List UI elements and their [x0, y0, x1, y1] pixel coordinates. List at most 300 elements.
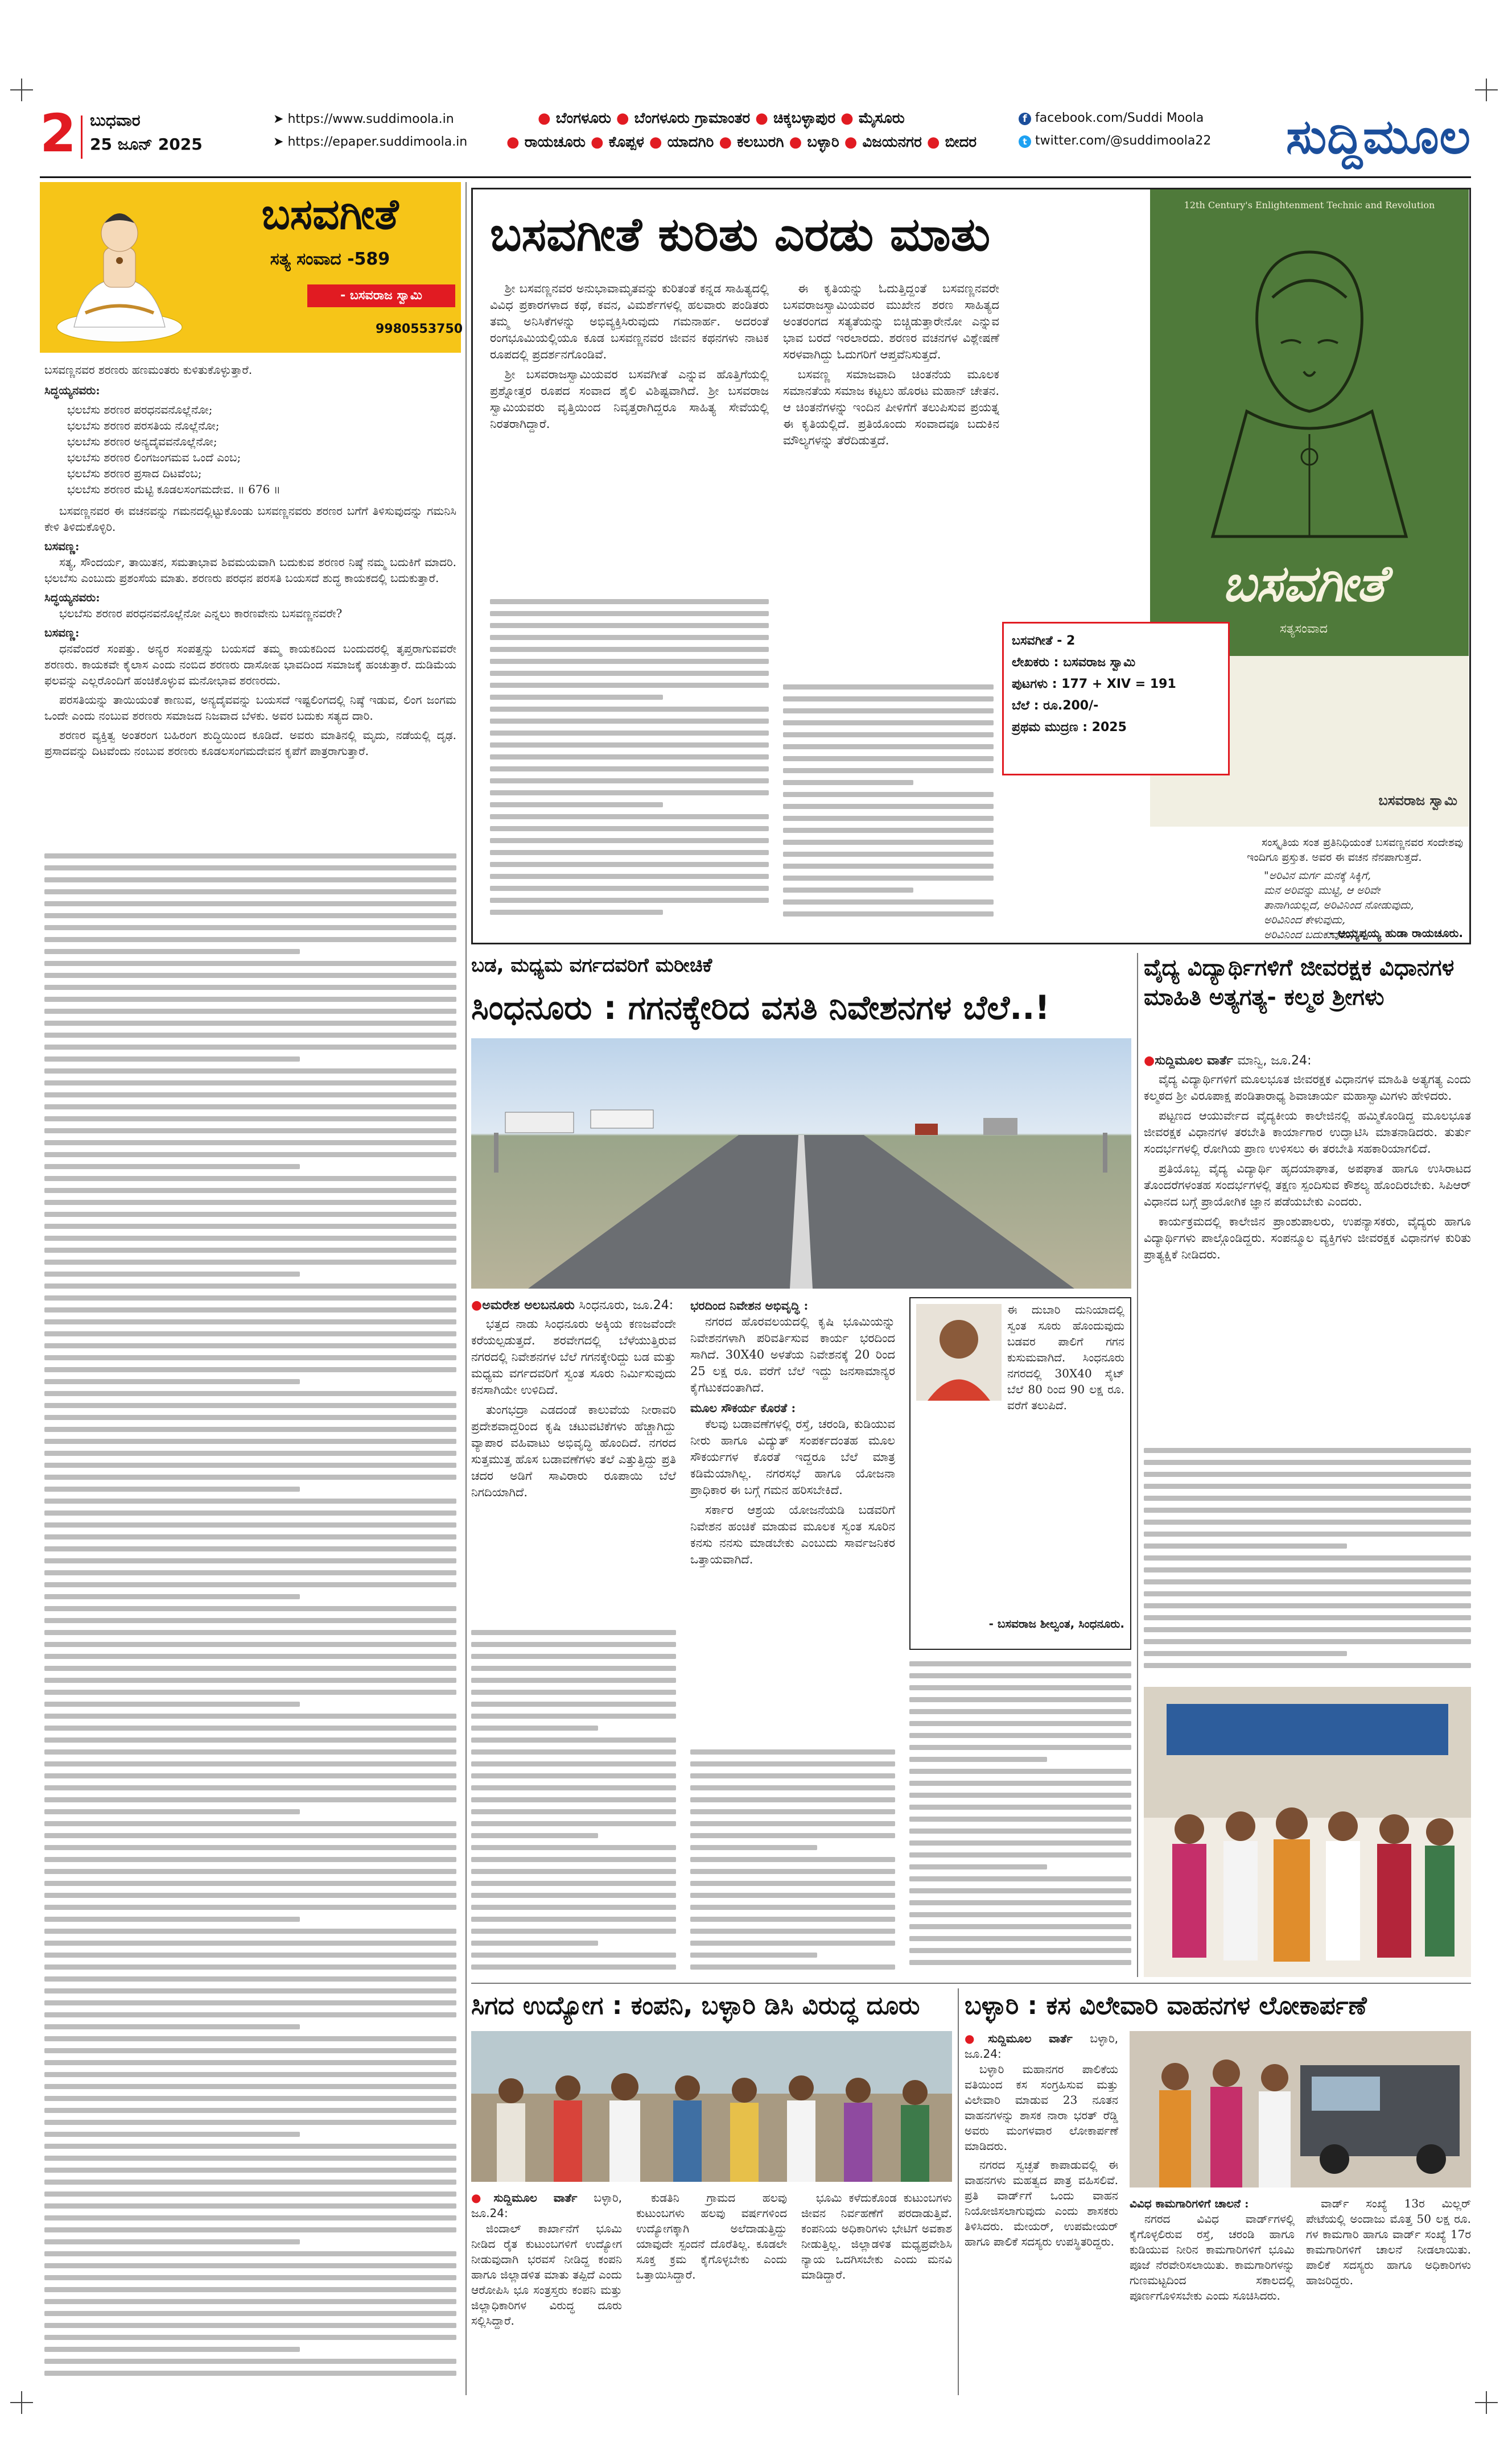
text-line-placeholder	[44, 1666, 456, 1671]
cover-caption: 12th Century's Enlightenment Technic and Revolution	[1184, 200, 1435, 211]
protest-photo	[471, 2031, 952, 2182]
vachana-line: ಭಲಬೆಸು ಶರಣರ ಅನ್ಯದೈವವನೊಲ್ಲೆನೋ;	[67, 435, 217, 448]
feature-basavagite-review	[471, 188, 1471, 944]
text-line-placeholder	[44, 853, 456, 859]
text-line-placeholder	[490, 730, 769, 736]
text-line-placeholder	[44, 2287, 456, 2292]
text-line-placeholder	[44, 1630, 456, 1635]
text-line-placeholder	[471, 1881, 676, 1886]
text-line-placeholder	[1144, 1520, 1471, 1525]
paragraph: ತುಂಗಭದ್ರಾ ಎಡದಂಡೆ ಕಾಲುವೆಯ ನೀರಾವರಿ ಪ್ರದೇಶವಾದ್ದರಿಂದ ಕೃಷಿ ಚಟುವಟಿಕೆಗಳು ಹೆಚ್ಚಾಗಿದ್ದು ವ್ಯಾಪಾರ ವಹಿವಾಟು ಅಭಿವೃದ್ಧಿ ಹೊಂದಿದೆ. ನಗರದ ಸುತ್ತಮುತ್ತ ಹೊಸ ಬಡಾವಣೆಗಳು ತಲೆ ಎತ್ತುತ್ತಿದ್ದು ಪ್ರತಿ ಚದರ ಅಡಿಗೆ ಸಾವಿರಾರು ರೂಪಾಯಿ ಬೆಲೆ ನಿಗದಿಯಾಗಿದೆ.	[471, 1403, 676, 1499]
subheading: ವಿವಿಧ ಕಾಮಗಾರಿಗಳಿಗೆ ಚಾಲನೆ :	[1130, 2197, 1249, 2210]
text-line-placeholder	[909, 1781, 1131, 1786]
bullet-icon: ●	[755, 110, 773, 127]
text-line-placeholder	[44, 1176, 456, 1181]
text-line-placeholder	[44, 2371, 456, 2376]
text-line-placeholder	[690, 1785, 895, 1790]
group-illustration	[1144, 1687, 1471, 1977]
text-line-placeholder	[44, 2347, 300, 2352]
text-line-placeholder	[783, 684, 994, 690]
text-line-placeholder	[44, 2132, 300, 2137]
text-line-placeholder	[44, 2180, 456, 2185]
text-line-placeholder	[1144, 1508, 1471, 1513]
page-number: 2	[40, 103, 77, 164]
paragraph: ನಗರದ ಸ್ವಚ್ಛತೆ ಕಾಪಾಡುವಲ್ಲಿ ಈ ವಾಹನಗಳು ಮಹತ್ವದ ಪಾತ್ರ ವಹಿಸಲಿವೆ. ಪ್ರತಿ ವಾರ್ಡ್‌ಗೆ ಒಂದು ವಾಹನ ನಿಯೋಜಿಸಲಾಗುವುದು ಎಂದು ಶಾಸಕರು ತಿಳಿಸಿದರು. ಮೇಯರ್, ಉಪಮೇಯರ್ ಹಾಗೂ ಪಾಲಿಕೆ ಸದಸ್ಯರು ಉಪಸ್ಥಿತರಿದ್ದರು.	[965, 2158, 1118, 2248]
text-line-placeholder	[44, 1988, 456, 1994]
text-line-placeholder	[44, 1570, 456, 1575]
text-line-placeholder	[44, 913, 456, 918]
dateline: ಬಳ್ಳಾರಿ, ಜೂ.24:	[471, 2191, 622, 2220]
edition-link[interactable]: ಕೊಪ್ಪಳ	[608, 134, 649, 151]
paragraph: ಶ್ರೀ ಬಸವಣ್ಣನವರ ಅನುಭಾವಾಮೃತವನ್ನು ಕುರಿತಂತೆ ಕನ್ನಡ ಸಾಹಿತ್ಯದಲ್ಲಿ ವಿವಿಧ ಪ್ರಕಾರಗಳಾದ ಕಥೆ, ಕವನ, ವಿಮರ್ಶೆಗಳಲ್ಲಿ ಹಲವಾರು ಪಂಡಿತರು ತಮ್ಮ ಅನಿಸಿಕೆಗಳನ್ನು ಅಭಿವ್ಯಕ್ತಿಸಿರುವುದು ಗಮನಾರ್ಹ. ಅದರಂತೆ ರಂಗಭೂಮಿಯಲ್ಲಿಯೂ ಕೂಡ ಬಸವಣ್ಣನವರ ಜೀವನ ಕಥನಗಳು ನಾಟಕ ರೂಪದಲ್ಲಿ ಪ್ರದರ್ಶನಗೊಂಡಿವೆ.	[490, 282, 769, 361]
text-line-placeholder	[44, 2203, 456, 2209]
edition-link[interactable]: ವಿಜಯನಗರ	[862, 134, 927, 151]
text-line-placeholder	[44, 2024, 300, 2029]
vehicle-launch-photo	[1130, 2031, 1471, 2188]
text-line-placeholder	[44, 2060, 456, 2065]
column-author: - ಬಸವರಾಜ ಸ್ವಾಮಿ	[307, 284, 455, 307]
text-line-placeholder	[44, 1164, 300, 1169]
text-line-placeholder	[1144, 1579, 1471, 1584]
text-line-placeholder	[44, 1140, 456, 1145]
text-line-placeholder	[44, 1845, 456, 1850]
paragraph: ನಗರದ ಹೊರವಲಯದಲ್ಲಿ ಕೃಷಿ ಭೂಮಿಯನ್ನು ನಿವೇಶನಗಳಾಗಿ ಪರಿವರ್ತಿಸುವ ಕಾರ್ಯ ಭರದಿಂದ ಸಾಗಿದೆ. 30X40 ಅಳತೆಯ ನಿವೇಶನಕ್ಕೆ 20 ರಿಂದ 25 ಲಕ್ಷ ರೂ. ವರೆಗೆ ಬೆಲೆ ಇದ್ದು ಜನಸಾಮಾನ್ಯರ ಕೈಗೆಟುಕದಂತಾಗಿದೆ.	[690, 1315, 895, 1394]
text-continuation	[471, 1630, 676, 1977]
edition-link[interactable]: ಕಲಬುರಗಿ	[737, 134, 789, 151]
speaker-label: ಬಸವಣ್ಣ:	[44, 539, 80, 553]
paragraph: ಬಸವಣ್ಣ ಸಮಾಜವಾದಿ ಚಿಂತನೆಯ ಮೂಲಕ ಸಮಾನತೆಯ ಸಮಾಜ ಕಟ್ಟಲು ಹೊರಟ ಮಹಾನ್ ಚೇತನ. ಆ ಚಿಂತನೆಗಳನ್ನು ಇಂದಿನ ಪೀಳಿಗೆಗೆ ತಲುಪಿಸುವ ಪ್ರಯತ್ನ ಈ ಕೃತಿಯಲ್ಲಿದೆ. ಪ್ರತಿಯೊಂದು ಸಂವಾದವೂ ಬದುಕಿನ ಮೌಲ್ಯಗಳನ್ನು ತೆರೆದಿಡುತ್ತದೆ.	[783, 368, 999, 447]
bullet-icon: ●	[506, 134, 525, 151]
vachana-line: ಭಲಬೆಸು ಶರಣರ ಪರಸತಿಯ ನೊಲ್ಲೆನೋ;	[67, 419, 220, 432]
text-line-placeholder	[44, 1510, 456, 1516]
bullet-icon: ●	[926, 134, 945, 151]
text-line-placeholder	[44, 1021, 456, 1026]
text-line-placeholder	[44, 1272, 300, 1277]
text-line-placeholder	[471, 1809, 676, 1814]
text-line-placeholder	[471, 1905, 676, 1910]
plots-photo	[471, 1038, 1131, 1289]
bullet-icon: ●	[590, 134, 609, 151]
vachana-line: ಭಲಬೆಸು ಶರಣರ ಮೆಟ್ಟಿ ಕೂಡಲಸಂಗಮದೇವ. ॥ 676 ॥	[67, 482, 281, 496]
basavanna-illustration	[51, 193, 188, 344]
text-line-placeholder	[490, 659, 769, 664]
masthead-rule	[40, 176, 1471, 178]
text-line-placeholder	[44, 2239, 300, 2244]
text-line-placeholder	[44, 889, 456, 894]
text-line-placeholder	[490, 898, 769, 903]
text-line-placeholder	[44, 1941, 456, 1946]
text-line-placeholder	[44, 1415, 456, 1420]
registration-mark	[10, 2391, 33, 2414]
text-line-placeholder	[44, 2168, 456, 2173]
intro-text: ಬಸವಣ್ಣನವರ ಶರಣರು ಹಣಮಂತರು ಕುಳಿತುಕೊಳ್ಳುತ್ತಾರೆ.	[44, 363, 253, 377]
text-line-placeholder	[44, 2036, 456, 2041]
text-line-placeholder	[471, 1737, 676, 1743]
text-line-placeholder	[44, 2335, 456, 2340]
text-line-placeholder	[909, 1852, 1131, 1858]
registration-mark	[1475, 79, 1498, 101]
text-line-placeholder	[690, 1749, 895, 1755]
text-line-placeholder	[44, 2311, 456, 2316]
text-line-placeholder	[490, 671, 769, 676]
text-line-placeholder	[490, 623, 769, 628]
text-line-placeholder	[1144, 1543, 1347, 1549]
text-line-placeholder	[44, 2096, 456, 2101]
paragraph: ನಗರದ ವಿವಿಧ ವಾರ್ಡ್‌ಗಳಲ್ಲಿ ಕೈಗೊಳ್ಳಲಿರುವ ರಸ್ತೆ, ಚರಂಡಿ ಹಾಗೂ ಕುಡಿಯುವ ನೀರಿನ ಕಾಮಗಾರಿಗಳಿಗೆ ಭೂಮಿ ಪೂಜೆ ನೆರವೇರಿಸಲಾಯಿತು. ಕಾಮಗಾರಿಗಳನ್ನು ಗುಣಮಟ್ಟದಿಂದ ಸಕಾಲದಲ್ಲಿ ಪೂರ್ಣಗೊಳಿಸಬೇಕು ಎಂದು ಸೂಚಿಸಿದರು.	[1130, 2212, 1295, 2302]
text-line-placeholder	[690, 1869, 895, 1874]
road-illustration	[471, 1038, 1131, 1289]
text-line-placeholder	[690, 1953, 817, 1958]
reporter-name: ಸುದ್ದಿಮೂಲ ವಾರ್ತೆ	[988, 2032, 1073, 2045]
text-line-placeholder	[471, 1726, 598, 1731]
text-line-placeholder	[471, 1833, 598, 1838]
inset-signature: - ಬಸವರಾಜ ಶೀಲ್ವಂತ, ಸಿಂಧನೂರು.	[988, 1617, 1124, 1631]
text-line-placeholder	[44, 2000, 456, 2005]
text-line-placeholder	[471, 1929, 676, 1934]
text-line-placeholder	[783, 720, 994, 725]
vachana-block	[67, 402, 456, 497]
text-line-placeholder	[44, 1761, 456, 1767]
text-line-placeholder	[44, 2227, 456, 2232]
website-link[interactable]: ➤ https://www.suddimoola.in	[273, 112, 454, 126]
text-line-placeholder	[44, 1857, 456, 1862]
book-info-box	[1002, 622, 1230, 775]
paragraph: ಪರಸತಿಯನ್ನು ತಾಯಿಯಂತೆ ಕಾಣುವ, ಅನ್ಯದೈವವನ್ನು ಬಯಸದೆ ಇಷ್ಟಲಿಂಗದಲ್ಲಿ ನಿಷ್ಠೆ ಇಡುವ, ಲಿಂಗ ಜಂಗಮ ಒಂದೇ ಎಂದು ನಂಬುವ ಶರಣರು ಸಮಾಜದ ನಿಜವಾದ ಬೆಳಕು. ಅವರ ಬದುಕು ಸತ್ಯದ ದಾರಿ.	[44, 693, 456, 723]
text-line-placeholder	[471, 1690, 676, 1695]
text-line-placeholder	[909, 1769, 1131, 1774]
text-line-placeholder	[490, 695, 663, 700]
text-line-placeholder	[44, 2108, 456, 2113]
quote-line: ತಾನಾಗಿಯಲ್ಲದೆ, ಅರಿವಿನಿಂದ ನೋಡುವುದು,	[1264, 899, 1414, 911]
text-line-placeholder	[909, 1709, 1131, 1714]
column-rule	[958, 1988, 959, 2395]
text-line-placeholder	[909, 1685, 1131, 1690]
text-line-placeholder	[690, 1821, 895, 1826]
story-headline: ವೈದ್ಯ ವಿದ್ಯಾರ್ಥಿಗಳಿಗೆ ಜೀವರಕ್ಷಕ ವಿಧಾನಗಳ ಮಾಹಿತಿ ಅತ್ಯಗತ್ಯ- ಕಲ್ಮಠ ಶ್ರೀಗಳು	[1144, 955, 1455, 1010]
speaker-label: ಸಿದ್ಧಯ್ಯನವರು:	[44, 591, 100, 604]
ballari-column-1: ●ಸುದ್ದಿಮೂಲ ವಾರ್ತೆ ಬಳ್ಳಾರಿ, ಜೂ.24: ಬಳ್ಳಾರಿ ಮಹಾನಗರ ಪಾಲಿಕೆಯ ವತಿಯಿಂದ ಕಸ ಸಂಗ್ರಹಿಸುವ ಮತ್ತು ವಿಲೇವಾರಿ ಮಾಡುವ 23 ನೂತನ ವಾಹನಗಳನ್ನು ಶಾಸಕ ನಾರಾ ಭರತ್ ರೆಡ್ಡಿ ಅವರು ಮಂಗಳವಾರ ಲೋಕಾರ್ಪಣೆ ಮಾಡಿದರು. ನಗರದ ಸ್ವಚ್ಛತೆ ಕಾಪಾಡುವಲ್ಲಿ ಈ ವಾಹನಗಳು ಮಹತ್ವದ ಪಾತ್ರ ವಹಿಸಲಿವೆ. ಪ್ರತಿ ವಾರ್ಡ್‌ಗೆ ಒಂದು ವಾಹನ ನಿಯೋಜಿಸಲಾಗುವುದು ಎಂದು ಶಾಸಕರು ತಿಳಿಸಿದರು. ಮೇಯರ್, ಉಪಮೇಯರ್ ಹಾಗೂ ಪಾಲಿಕೆ ಸದಸ್ಯರು ಉಪಸ್ಥಿತರಿದ್ದರು.	[965, 2032, 1118, 2248]
text-line-placeholder	[783, 708, 994, 713]
feature-column-2	[783, 280, 999, 452]
text-line-placeholder	[909, 1745, 1131, 1750]
text-line-placeholder	[909, 1948, 1131, 1953]
text-line-placeholder	[490, 742, 769, 748]
text-line-placeholder	[690, 1881, 895, 1886]
cursor-icon: ➤	[273, 112, 288, 126]
text-line-placeholder	[44, 1833, 456, 1838]
bullet-icon: ●	[789, 134, 807, 151]
bullet-icon: ●	[649, 134, 668, 151]
text-line-placeholder	[44, 901, 456, 906]
text-line-placeholder	[690, 1905, 895, 1910]
twitter-icon: t	[1019, 135, 1031, 148]
text-line-placeholder	[909, 1864, 1047, 1869]
text-line-placeholder	[909, 1805, 1131, 1810]
story-kicker: ಬಡ, ಮಧ್ಯಮ ವರ್ಗದವರಿಗೆ ಮರೀಚಿಕೆ	[471, 954, 712, 977]
text-line-placeholder	[44, 2215, 456, 2221]
bullet-icon: ●	[840, 110, 859, 127]
vachana-line: ಭಲಬೆಸು ಶರಣರ ಪರಧನವನೊಲ್ಲೆನೋ;	[67, 403, 213, 416]
paragraph: ಬಳ್ಳಾರಿ ಮಹಾನಗರ ಪಾಲಿಕೆಯ ವತಿಯಿಂದ ಕಸ ಸಂಗ್ರಹಿಸುವ ಮತ್ತು ವಿಲೇವಾರಿ ಮಾಡುವ 23 ನೂತನ ವಾಹನಗಳನ್ನು ಶಾಸಕ ನಾರಾ ಭರತ್ ರೆಡ್ಡಿ ಅವರು ಮಂಗಳವಾರ ಲೋಕಾರ್ಪಣೆ ಮಾಡಿದರು.	[965, 2062, 1118, 2153]
column-basavagite	[40, 182, 461, 2395]
column-title: ಬಸವಗೀತೆ	[261, 190, 399, 239]
column-text-continuation	[44, 853, 456, 2384]
text-line-placeholder	[44, 1307, 456, 1313]
text-line-placeholder	[44, 1056, 300, 1062]
quote-line: ಮನ ಅರಿವನ್ನು ಮುಟ್ಟಿ, ಆ ಅರಿವೇ	[1264, 884, 1381, 897]
text-line-placeholder	[44, 2072, 456, 2077]
book-info-line: ಬೆಲೆ : ರೂ.200/-	[1012, 699, 1099, 713]
paragraph: ಸತ್ಯ, ಸೌಂದರ್ಯ, ತಾಯಿತನ, ಸಮತಾಭಾವ ಶಿವಮಯವಾಗಿ ಬದುಕುವ ಶರಣರ ನಿಷ್ಠೆ ನಮ್ಮ ಬದುಕಿಗೆ ಮಾದರಿ. ಭಲಬೆಸು ಎಂಬುದು ಪ್ರಶಂಸೆಯ ಮಾತು. ಶರಣರು ಪರಧನ ಪರಸತಿ ಬಯಸದೆ ಶುದ್ಧ ಕಾಯಕದಲ್ಲಿ ಬದುಕುತ್ತಾರೆ.	[44, 555, 456, 585]
text-line-placeholder	[783, 852, 994, 857]
text-line-placeholder	[909, 1936, 1131, 1941]
bullet-icon: ●	[844, 134, 863, 151]
text-line-placeholder	[471, 1845, 676, 1850]
text-line-placeholder	[783, 696, 994, 701]
story-ballari	[965, 1988, 1471, 2395]
text-line-placeholder	[44, 1714, 456, 1719]
text-line-placeholder	[44, 925, 456, 930]
text-line-placeholder	[471, 1917, 676, 1922]
text-line-placeholder	[490, 611, 769, 616]
text-line-placeholder	[44, 1379, 300, 1384]
text-line-placeholder	[783, 888, 913, 893]
facebook-link[interactable]: f facebook.com/Suddi Moola	[1019, 111, 1204, 125]
epaper-link[interactable]: ➤ https://epaper.suddimoola.in	[273, 135, 468, 149]
paragraph: ಕುಡತಿನಿ ಗ್ರಾಮದ ಹಲವು ಕುಟುಂಬಗಳು ಹಲವು ವರ್ಷಗಳಿಂದ ಉದ್ಯೋಗಕ್ಕಾಗಿ ಅಲೆದಾಡುತ್ತಿದ್ದು ಯಾವುದೇ ಸ್ಪಂದನೆ ದೊರೆತಿಲ್ಲ. ಕೂಡಲೇ ಸೂಕ್ತ ಕ್ರಮ ಕೈಗೊಳ್ಳಬೇಕು ಎಂದು ಒತ್ತಾಯಿಸಿದ್ದಾರೆ.	[636, 2191, 787, 2281]
text-line-placeholder	[44, 2263, 456, 2268]
text-continuation	[909, 1661, 1131, 1977]
text-line-placeholder	[909, 1697, 1131, 1702]
paragraph: ಭೂಮಿ ಕಳೆದುಕೊಂಡ ಕುಟುಂಬಗಳು ಜೀವನ ನಿರ್ವಹಣೆಗೆ ಪರದಾಡುತ್ತಿವೆ. ಕಂಪನಿಯ ಅಧಿಕಾರಿಗಳು ಭೇಟಿಗೆ ಅವಕಾಶ ನೀಡುತ್ತಿಲ್ಲ. ಜಿಲ್ಲಾಡಳಿತ ಮಧ್ಯಪ್ರವೇಶಿಸಿ ನ್ಯಾಯ ಒದಗಿಸಬೇಕು ಎಂದು ಮನವಿ ಮಾಡಿದ್ದಾರೆ.	[801, 2191, 952, 2281]
edition-link[interactable]: ಮೈಸೂರು	[858, 110, 905, 127]
person-portrait	[916, 1304, 1002, 1401]
text-line-placeholder	[690, 1833, 895, 1838]
text-line-placeholder	[471, 1857, 676, 1862]
editions-row-1	[538, 110, 1050, 127]
text-line-placeholder	[44, 1391, 456, 1396]
text-line-placeholder	[783, 911, 994, 917]
text-line-placeholder	[44, 1355, 456, 1360]
story-headline: ಬಳ್ಳಾರಿ : ಕಸ ವಿಲೇವಾರಿ ವಾಹನಗಳ ಲೋಕಾರ್ಪಣೆ	[965, 1991, 1367, 2020]
inset-text: ಈ ದುಬಾರಿ ದುನಿಯಾದಲ್ಲಿ ಸ್ವಂತ ಸೂರು ಹೊಂದುವುದು ಬಡವರ ಪಾಲಿಗೆ ಗಗನ ಕುಸುಮವಾಗಿದೆ. ಸಿಂಧನೂರು ನಗರದಲ್ಲಿ 30X40 ಸೈಟ್ ಬೆಲೆ 80 ರಿಂದ 90 ಲಕ್ಷ ರೂ. ವರೆಗೆ ತಲುಪಿದೆ.	[1007, 1303, 1124, 1412]
text-line-placeholder	[44, 2156, 456, 2161]
text-line-placeholder	[471, 1630, 676, 1635]
text-line-placeholder	[44, 1546, 456, 1551]
text-line-placeholder	[44, 2144, 456, 2149]
text-line-placeholder	[909, 1721, 1131, 1726]
paragraph: ಶರಣರ ವ್ಯಕ್ತಿತ್ವ ಅಂತರಂಗ ಬಹಿರಂಗ ಶುದ್ಧಿಯಿಂದ ಕೂಡಿದೆ. ಅವರು ಮಾತಿನಲ್ಲಿ ಮೃದು, ನಡೆಯಲ್ಲಿ ದೃಢ. ಪ್ರಸಾದವನ್ನು ದಿಟವೆಂದು ನಂಬುವ ಶರಣರು ಕೂಡಲಸಂಗಮದೇವನ ಕೃಪೆಗೆ ಪಾತ್ರರಾಗುತ್ತಾರೆ.	[44, 728, 456, 758]
text-line-placeholder	[44, 1116, 456, 1121]
text-line-placeholder	[471, 1785, 676, 1790]
text-line-placeholder	[44, 1976, 456, 1982]
text-line-placeholder	[690, 1809, 895, 1814]
paragraph: ಭತ್ತದ ನಾಡು ಸಿಂಧನೂರು ಅಕ್ಕಿಯ ಕಣಜವೆಂದೇ ಕರೆಯಲ್ಪಡುತ್ತದೆ. ಶರವೇಗದಲ್ಲಿ ಬೆಳೆಯುತ್ತಿರುವ ನಗರದಲ್ಲಿ ನಿವೇಶನಗಳ ಬೆಲೆ ಗಗನಕ್ಕೇರಿದ್ದು ಬಡ ಮತ್ತು ಮಧ್ಯಮ ವರ್ಗದವರಿಗೆ ಸ್ವಂತ ಸೂರು ನಿರ್ಮಿಸುವುದು ಕನಸಾಗಿಯೇ ಉಳಿದಿದೆ.	[471, 1317, 676, 1397]
paragraph: ಭಲಬೆಸು ಶರಣರ ಪರಧನವನೊಲ್ಲೆನೋ ಎನ್ನಲು ಕಾರಣವೇನು ಬಸವಣ್ಣನವರೇ?	[59, 606, 343, 620]
story-headline: ಸಿಂಧನೂರು : ಗಗನಕ್ಕೇರಿದ ವಸತಿ ನಿವೇಶನಗಳ ಬೆಲೆ..!	[471, 988, 1050, 1027]
column-subtitle: ಸತ್ಯ ಸಂವಾದ -589	[270, 249, 390, 269]
text-line-placeholder	[44, 2191, 456, 2197]
edition-link[interactable]: ಬೆಂಗಳೂರು	[555, 110, 616, 127]
text-line-placeholder	[783, 768, 994, 773]
text-line-placeholder	[690, 1857, 895, 1862]
paragraph: ಜಿಂದಾಲ್ ಕಾರ್ಖಾನೆಗೆ ಭೂಮಿ ನೀಡಿದ ರೈತ ಕುಟುಂಬಗಳಿಗೆ ಉದ್ಯೋಗ ನೀಡುವುದಾಗಿ ಭರವಸೆ ನೀಡಿದ್ದ ಕಂಪನಿ ಹಾಗೂ ಜಿಲ್ಲಾಡಳಿತ ಮಾತು ತಪ್ಪಿದೆ ಎಂದು ಆರೋಪಿಸಿ ಭೂ ಸಂತ್ರಸ್ತರು ಕಂಪನಿ ಮತ್ತು ಜಿಲ್ಲಾಧಿಕಾರಿಗಳ ವಿರುದ್ಧ ದೂರು ಸಲ್ಲಿಸಿದ್ದಾರೆ.	[471, 2222, 622, 2327]
text-continuation	[783, 684, 994, 929]
text-line-placeholder	[490, 802, 663, 807]
text-line-placeholder	[490, 850, 769, 855]
text-line-placeholder	[471, 1869, 676, 1874]
text-line-placeholder	[1144, 1591, 1471, 1596]
paragraph: ಧನವೆಂದರೆ ಸಂಪತ್ತು. ಅನ್ಯರ ಸಂಪತ್ತನ್ನು ಬಯಸದೆ ತಮ್ಮ ಕಾಯಕದಿಂದ ಬಂದುದರಲ್ಲಿ ತೃಪ್ತರಾಗುವವರೇ ಶರಣರು. ಕಾಯಕವೇ ಕೈಲಾಸ ಎಂದು ನಂಬಿದ ಶರಣರು ದಾಸೋಹ ಭಾವದಿಂದ ಸಮಾಜಕ್ಕೆ ಹಂಚುತ್ತಾರೆ. ದುಡಿಮೆಯ ಫಲವನ್ನು ಎಲ್ಲರೊಂದಿಗೆ ಹಂಚಿಕೊಳ್ಳುವ ಮನೋಭಾವ ಶರಣರದು.	[44, 642, 456, 687]
text-line-placeholder	[783, 816, 994, 821]
text-line-placeholder	[44, 877, 456, 882]
edition-link[interactable]: ರಾಯಚೂರು	[524, 134, 591, 151]
text-line-placeholder	[471, 1773, 676, 1778]
paragraph: ಪ್ರತಿಯೊಬ್ಬ ವೈದ್ಯ ವಿದ್ಯಾರ್ಥಿ ಹೃದಯಾಘಾತ, ಅಪಘಾತ ಹಾಗೂ ಉಸಿರಾಟದ ತೊಂದರೆಗಳಂತಹ ಸಂದರ್ಭಗಳಲ್ಲಿ ತಕ್ಷಣ ಸ್ಪಂದಿಸುವ ಕೌಶಲ್ಯ ಹೊಂದಿರಬೇಕು. ಸಿಪಿಆರ್ ವಿಧಾನದ ಬಗ್ಗೆ ಪ್ರಾಯೋಗಿಕ ಜ್ಞಾನ ಪಡೆಯಬೇಕು ಎಂದರು.	[1144, 1162, 1471, 1208]
text-line-placeholder	[909, 1793, 1131, 1798]
text-continuation	[1144, 1448, 1471, 1675]
paragraph: ಸರ್ಕಾರ ಆಶ್ರಯ ಯೋಜನೆಯಡಿ ಬಡವರಿಗೆ ನಿವೇಶನ ಹಂಚಿಕೆ ಮಾಡುವ ಮೂಲಕ ಸ್ವಂತ ಸೂರಿನ ಕನಸು ನನಸು ಮಾಡಬೇಕು ಎಂಬುದು ಸಾರ್ವಜನಿಕರ ಒತ್ತಾಯವಾಗಿದೆ.	[690, 1503, 895, 1566]
text-line-placeholder	[44, 1964, 456, 1970]
text-line-placeholder	[44, 949, 300, 954]
text-line-placeholder	[783, 756, 994, 761]
facebook-icon: f	[1019, 113, 1031, 125]
paragraph: ವೈದ್ಯ ವಿದ್ಯಾರ್ಥಿಗಳಿಗೆ ಮೂಲಭೂತ ಜೀವರಕ್ಷಕ ವಿಧಾನಗಳ ಮಾಹಿತಿ ಅತ್ಯಗತ್ಯ ಎಂದು ಕಲ್ಮಠದ ಶ್ರೀ ವಿರೂಪಾಕ್ಷ ಪಂಡಿತಾರಾಧ್ಯ ಶಿವಾಚಾರ್ಯ ಮಹಾಸ್ವಾಮಿಗಳು ಹೇಳಿದರು.	[1144, 1072, 1471, 1103]
edition-link[interactable]: ಬಳ್ಳಾರಿ	[807, 134, 844, 151]
text-line-placeholder	[44, 2048, 456, 2053]
text-line-placeholder	[44, 1451, 456, 1456]
text-line-placeholder	[44, 1702, 300, 1707]
text-line-placeholder	[44, 961, 456, 966]
text-line-placeholder	[783, 899, 994, 905]
text-line-placeholder	[690, 1773, 895, 1778]
cursor-icon: ➤	[273, 135, 288, 149]
text-line-placeholder	[909, 1733, 1131, 1738]
text-line-placeholder	[1144, 1627, 1471, 1632]
text-line-placeholder	[44, 1785, 456, 1790]
column-banner	[40, 182, 461, 353]
paragraph: ಕಾರ್ಯಕ್ರಮದಲ್ಲಿ ಕಾಲೇಜಿನ ಪ್ರಾಂಶುಪಾಲರು, ಉಪನ್ಯಾಸಕರು, ವೈದ್ಯರು ಹಾಗೂ ವಿದ್ಯಾರ್ಥಿಗಳು ಪಾಲ್ಗೊಂಡಿದ್ದರು. ಸಂಪನ್ಮೂಲ ವ್ಯಕ್ತಿಗಳು ಜೀವರಕ್ಷಕ ವಿಧಾನಗಳ ಕುರಿತು ಪ್ರಾತ್ಯಕ್ಷಿಕೆ ನೀಡಿದರು.	[1144, 1215, 1471, 1261]
text-line-placeholder	[471, 1642, 676, 1647]
sindhanur-column-2	[690, 1297, 895, 1571]
book-info-line: ಬಸವಗೀತೆ - 2	[1012, 634, 1076, 648]
text-line-placeholder	[44, 1642, 456, 1647]
text-line-placeholder	[783, 744, 994, 749]
reporter-name: ಅಮರೇಶ ಅಲಬನೂರು	[482, 1298, 575, 1313]
text-line-placeholder	[690, 1797, 895, 1802]
story-sindhanur	[471, 953, 1131, 1977]
text-line-placeholder	[44, 1558, 456, 1563]
text-line-placeholder	[44, 1104, 456, 1109]
text-line-placeholder	[909, 1817, 1131, 1822]
edition-link[interactable]: ಬೀದರ	[945, 134, 977, 151]
registration-mark	[1475, 2391, 1498, 2414]
text-line-placeholder	[471, 1821, 676, 1826]
edition-link[interactable]: ಯಾದಗಿರಿ	[667, 134, 719, 151]
edition-link[interactable]: ಬೆಂಗಳೂರು ಗ್ರಾಮಾಂತರ	[634, 110, 756, 127]
text-line-placeholder	[490, 814, 769, 819]
text-line-placeholder	[783, 792, 994, 797]
text-line-placeholder	[690, 1941, 895, 1946]
text-line-placeholder	[1144, 1460, 1471, 1465]
text-line-placeholder	[44, 2012, 456, 2017]
text-line-placeholder	[490, 886, 769, 891]
text-line-placeholder	[490, 599, 769, 604]
sigada-column-2	[636, 2190, 787, 2286]
text-line-placeholder	[909, 1888, 1131, 1893]
text-line-placeholder	[44, 1319, 456, 1324]
story-headline: ಸಿಗದ ಉದ್ಯೋಗ : ಕಂಪನಿ, ಬಳ್ಳಾರಿ ಡಿಸಿ ವಿರುದ್ಧ ದೂರು	[471, 1991, 920, 2020]
text-line-placeholder	[44, 1295, 456, 1301]
text-line-placeholder	[44, 1200, 456, 1205]
text-line-placeholder	[471, 1749, 676, 1755]
quote-line: ಅರಿವಿನಿಂದ ಕೇಳುವುದು,	[1264, 914, 1346, 926]
author-phone: 9980553750	[376, 322, 463, 336]
subheading: ಭರದಿಂದ ನಿವೇಶನ ಅಭಿವೃದ್ಧಿ :	[690, 1298, 809, 1313]
book-info-line: ಲೇಖಕರು : ಬಸವರಾಜ ಸ್ವಾಮಿ	[1012, 655, 1136, 670]
text-line-placeholder	[1144, 1448, 1471, 1453]
story-sigada	[471, 1988, 952, 2395]
text-line-placeholder	[490, 778, 769, 783]
text-line-placeholder	[44, 1654, 456, 1659]
text-line-placeholder	[44, 997, 456, 1002]
text-continuation	[690, 1749, 895, 1977]
text-line-placeholder	[471, 1702, 676, 1707]
text-line-placeholder	[44, 973, 456, 978]
column-rule	[1137, 953, 1138, 1977]
text-line-placeholder	[44, 1618, 456, 1623]
text-line-placeholder	[1144, 1615, 1471, 1620]
sigada-column-3	[801, 2190, 952, 2286]
twitter-link[interactable]: t twitter.com/@suddimoola22	[1019, 134, 1211, 148]
edition-link[interactable]: ಚಿಕ್ಕಬಳ್ಳಾಪುರ	[773, 110, 841, 127]
text-line-placeholder	[44, 2275, 456, 2280]
column-rule	[465, 182, 467, 2395]
text-line-placeholder	[44, 1343, 456, 1348]
text-line-placeholder	[471, 1797, 676, 1802]
text-line-placeholder	[471, 1964, 676, 1970]
text-line-placeholder	[471, 1953, 676, 1958]
text-line-placeholder	[44, 1248, 456, 1253]
text-line-placeholder	[783, 876, 994, 881]
text-line-placeholder	[909, 1900, 1131, 1905]
text-line-placeholder	[909, 1924, 1131, 1929]
reporter-name: ಸುದ್ದಿಮೂಲ ವಾರ್ತೆ	[1155, 1054, 1233, 1068]
cover-portrait-illustration	[1167, 229, 1452, 548]
speaker-label: ಸಿದ್ಧಯ್ಯನವರು:	[44, 383, 100, 397]
dateline: ಬಳ್ಳಾರಿ, ಜೂ.24:	[965, 2032, 1118, 2061]
text-line-placeholder	[44, 1427, 456, 1432]
text-line-placeholder	[1144, 1555, 1471, 1561]
text-line-placeholder	[490, 647, 769, 652]
text-line-placeholder	[44, 1522, 456, 1528]
text-line-placeholder	[44, 1188, 456, 1193]
cover-author: ಬಸವರಾಜ ಸ್ವಾಮಿ	[1378, 793, 1457, 808]
text-line-placeholder	[909, 1757, 1047, 1762]
text-line-placeholder	[471, 1761, 676, 1767]
text-line-placeholder	[909, 1840, 1131, 1846]
text-line-placeholder	[690, 1917, 895, 1922]
text-line-placeholder	[490, 874, 769, 879]
text-line-placeholder	[44, 1224, 456, 1229]
text-line-placeholder	[44, 1283, 456, 1289]
newspaper-logo: ಸುದ್ದಿಮೂಲ	[1285, 109, 1471, 164]
text-line-placeholder	[44, 1403, 456, 1408]
text-line-placeholder	[44, 1917, 300, 1922]
text-line-placeholder	[44, 1260, 456, 1265]
text-line-placeholder	[490, 754, 769, 760]
feature-signature: - ಆಯ್ಯಪ್ಪಯ್ಯ ಹುಡಾ ರಾಯಚೂರು.	[1329, 926, 1463, 940]
